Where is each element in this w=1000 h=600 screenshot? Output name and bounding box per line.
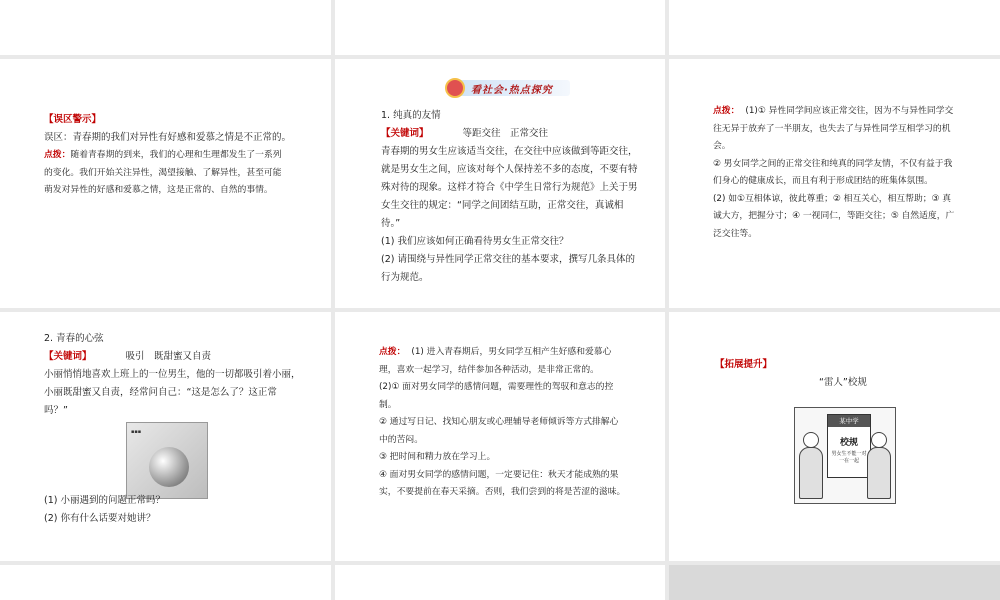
slide-heartstrings[interactable] <box>0 312 331 561</box>
tip-label: 点拨： <box>713 106 740 116</box>
cartoon-caption: “雷人”校规 <box>819 377 867 388</box>
tip-label: 点拨： <box>44 150 71 160</box>
tip-line: 往无异于放弃了一半朋友，也失去了与异性同学互相学习的机 <box>713 123 951 134</box>
tip-line: 的变化。我们开始关注异性，渴望接触、了解异性，甚至可能 <box>44 167 282 178</box>
question: (2) 你有什么话要对她讲？ <box>44 513 156 524</box>
keyword-values: 吸引 既甜蜜又自责 <box>125 351 212 362</box>
slide-tip-answer-2[interactable] <box>335 312 665 561</box>
slide-extension[interactable] <box>669 312 1000 561</box>
tip-line: (1) 进入青春期后，男女同学互相产生好感和爱慕心 <box>411 347 612 357</box>
keyword-values: 等距交往 正常交往 <box>462 128 549 139</box>
tip-line: 泛交往等。 <box>713 228 757 239</box>
tip-line: 诚大方，把握分寸；④ 一视同仁，等距交往；⑤ 自然适度，广 <box>713 211 955 221</box>
case-paragraph: 待。” <box>381 218 401 229</box>
case-paragraph: 吗？” <box>44 405 68 416</box>
case-paragraph: 就是男女生之间，应该对每个人保持差不多的态度，不要有特 <box>381 164 638 175</box>
slide-pure-friendship[interactable] <box>335 59 665 308</box>
slide-text <box>44 330 324 420</box>
tip-line: (2)① 面对男女同学的感情问题，需要理性的驾驭和意志的控 <box>379 382 614 392</box>
tip-line: 随着青春期的到来，我们的心理和生理都发生了一系列 <box>70 150 282 160</box>
apple-illustration <box>126 422 208 499</box>
section-heading: 【误区警示】 <box>44 114 102 125</box>
case-paragraph: 小丽悄悄地喜欢上班上的一位男生，他的一切都吸引着小丽， <box>44 369 301 380</box>
apple-caption-decoration: ▪▪▪ <box>131 429 142 435</box>
apple-icon <box>149 447 189 487</box>
rules-sign <box>827 414 871 478</box>
sign-title: 校规 <box>839 438 858 448</box>
person-figure-right <box>867 447 891 499</box>
case-paragraph: 青春期的男女生应该适当交往，在交往中应该做到等距交往， <box>381 146 638 157</box>
slide-bottom-middle[interactable] <box>335 565 665 600</box>
slide-text <box>713 103 993 243</box>
slide-questions <box>44 492 324 528</box>
keyword-label: 【关键词】 <box>44 351 92 362</box>
tip-line: 制。 <box>379 399 397 410</box>
question: (1) 我们应该如何正确看待男女生正常交往？ <box>381 236 569 247</box>
question: (1) 小丽遇到的问题正常吗？ <box>44 495 165 506</box>
case-paragraph: 殊对待的现象。这样才符合《中学生日常行为规范》上关于男 <box>381 182 638 193</box>
slide-misconception[interactable] <box>0 59 331 308</box>
slide-top-middle[interactable] <box>335 0 665 55</box>
slide-bottom-left[interactable] <box>0 565 331 600</box>
tip-line: 们身心的健康成长，而且有利于形成团结的班集体氛围。 <box>713 176 933 186</box>
case-paragraph: 女生交往的规定：“同学之间团结互助，正常交往，真诚相 <box>381 200 624 211</box>
keyword-label: 【关键词】 <box>381 128 429 139</box>
tip-line: 中的苦闷。 <box>379 434 423 445</box>
school-rules-cartoon <box>794 407 896 504</box>
sign-text: 男女生不能一对一在一起 <box>831 451 867 464</box>
tip-line: (2) 如①互相体谅，彼此尊重；② 相互关心，相互帮助；③ 真 <box>713 193 952 204</box>
slide-tip-answer-1[interactable] <box>669 59 1000 308</box>
slide-text <box>381 107 661 287</box>
case-title: 1. 纯真的友情 <box>381 110 441 121</box>
section-heading <box>715 356 772 374</box>
case-title: 2. 青春的心弦 <box>44 333 104 344</box>
case-paragraph: 小丽既甜蜜又自责，经常问自己：“这是怎么了？这正常 <box>44 387 277 398</box>
tip-line: 理，喜欢一起学习，结伴参加各种活动，是非常正常的。 <box>379 364 599 375</box>
person-figure-left <box>799 447 823 499</box>
tip-line: ② 通过写日记、找知心朋友或心理辅导老师倾诉等方式排解心 <box>379 417 619 427</box>
tip-line: ④ 面对男女同学的感情问题，一定要记住：秋天才能成熟的果 <box>379 469 619 480</box>
tip-line: ③ 把时间和精力放在学习上。 <box>379 452 496 462</box>
misconception-text: 误区：青春期的我们对异性有好感和爱慕之情是不正常的。 <box>44 132 292 143</box>
tip-line: 实，不要提前在春天采摘。否则，我们尝到的将是苦涩的滋味。 <box>379 487 626 497</box>
extension-heading: 【拓展提升】 <box>715 359 773 370</box>
slide-bottom-right-placeholder <box>669 565 1000 600</box>
question: (2) 请围绕与异性同学正常交往的基本要求，撰写几条具体的 <box>381 254 635 265</box>
tip-label: 点拨： <box>379 347 406 357</box>
flower-icon <box>445 78 465 98</box>
slide-text <box>379 344 663 502</box>
slide-text <box>44 111 324 200</box>
question: 行为规范。 <box>381 272 429 283</box>
slide-top-right[interactable] <box>669 0 1000 55</box>
slide-top-left[interactable] <box>0 0 331 55</box>
tip-line: (1)① 异性同学间应该正常交往，因为不与异性同学交 <box>745 106 954 116</box>
sign-header: 某中学 <box>828 415 870 427</box>
tip-line: 会。 <box>713 141 731 151</box>
banner-label: 看社会·热点探究 <box>471 85 553 96</box>
tip-line: ② 男女同学之间的正常交往和纯真的同学友情，不仅有益于我 <box>713 158 953 169</box>
section-banner <box>445 77 570 99</box>
tip-line: 萌发对异性的好感和爱慕之情，这是正常的、自然的事情。 <box>44 185 273 195</box>
